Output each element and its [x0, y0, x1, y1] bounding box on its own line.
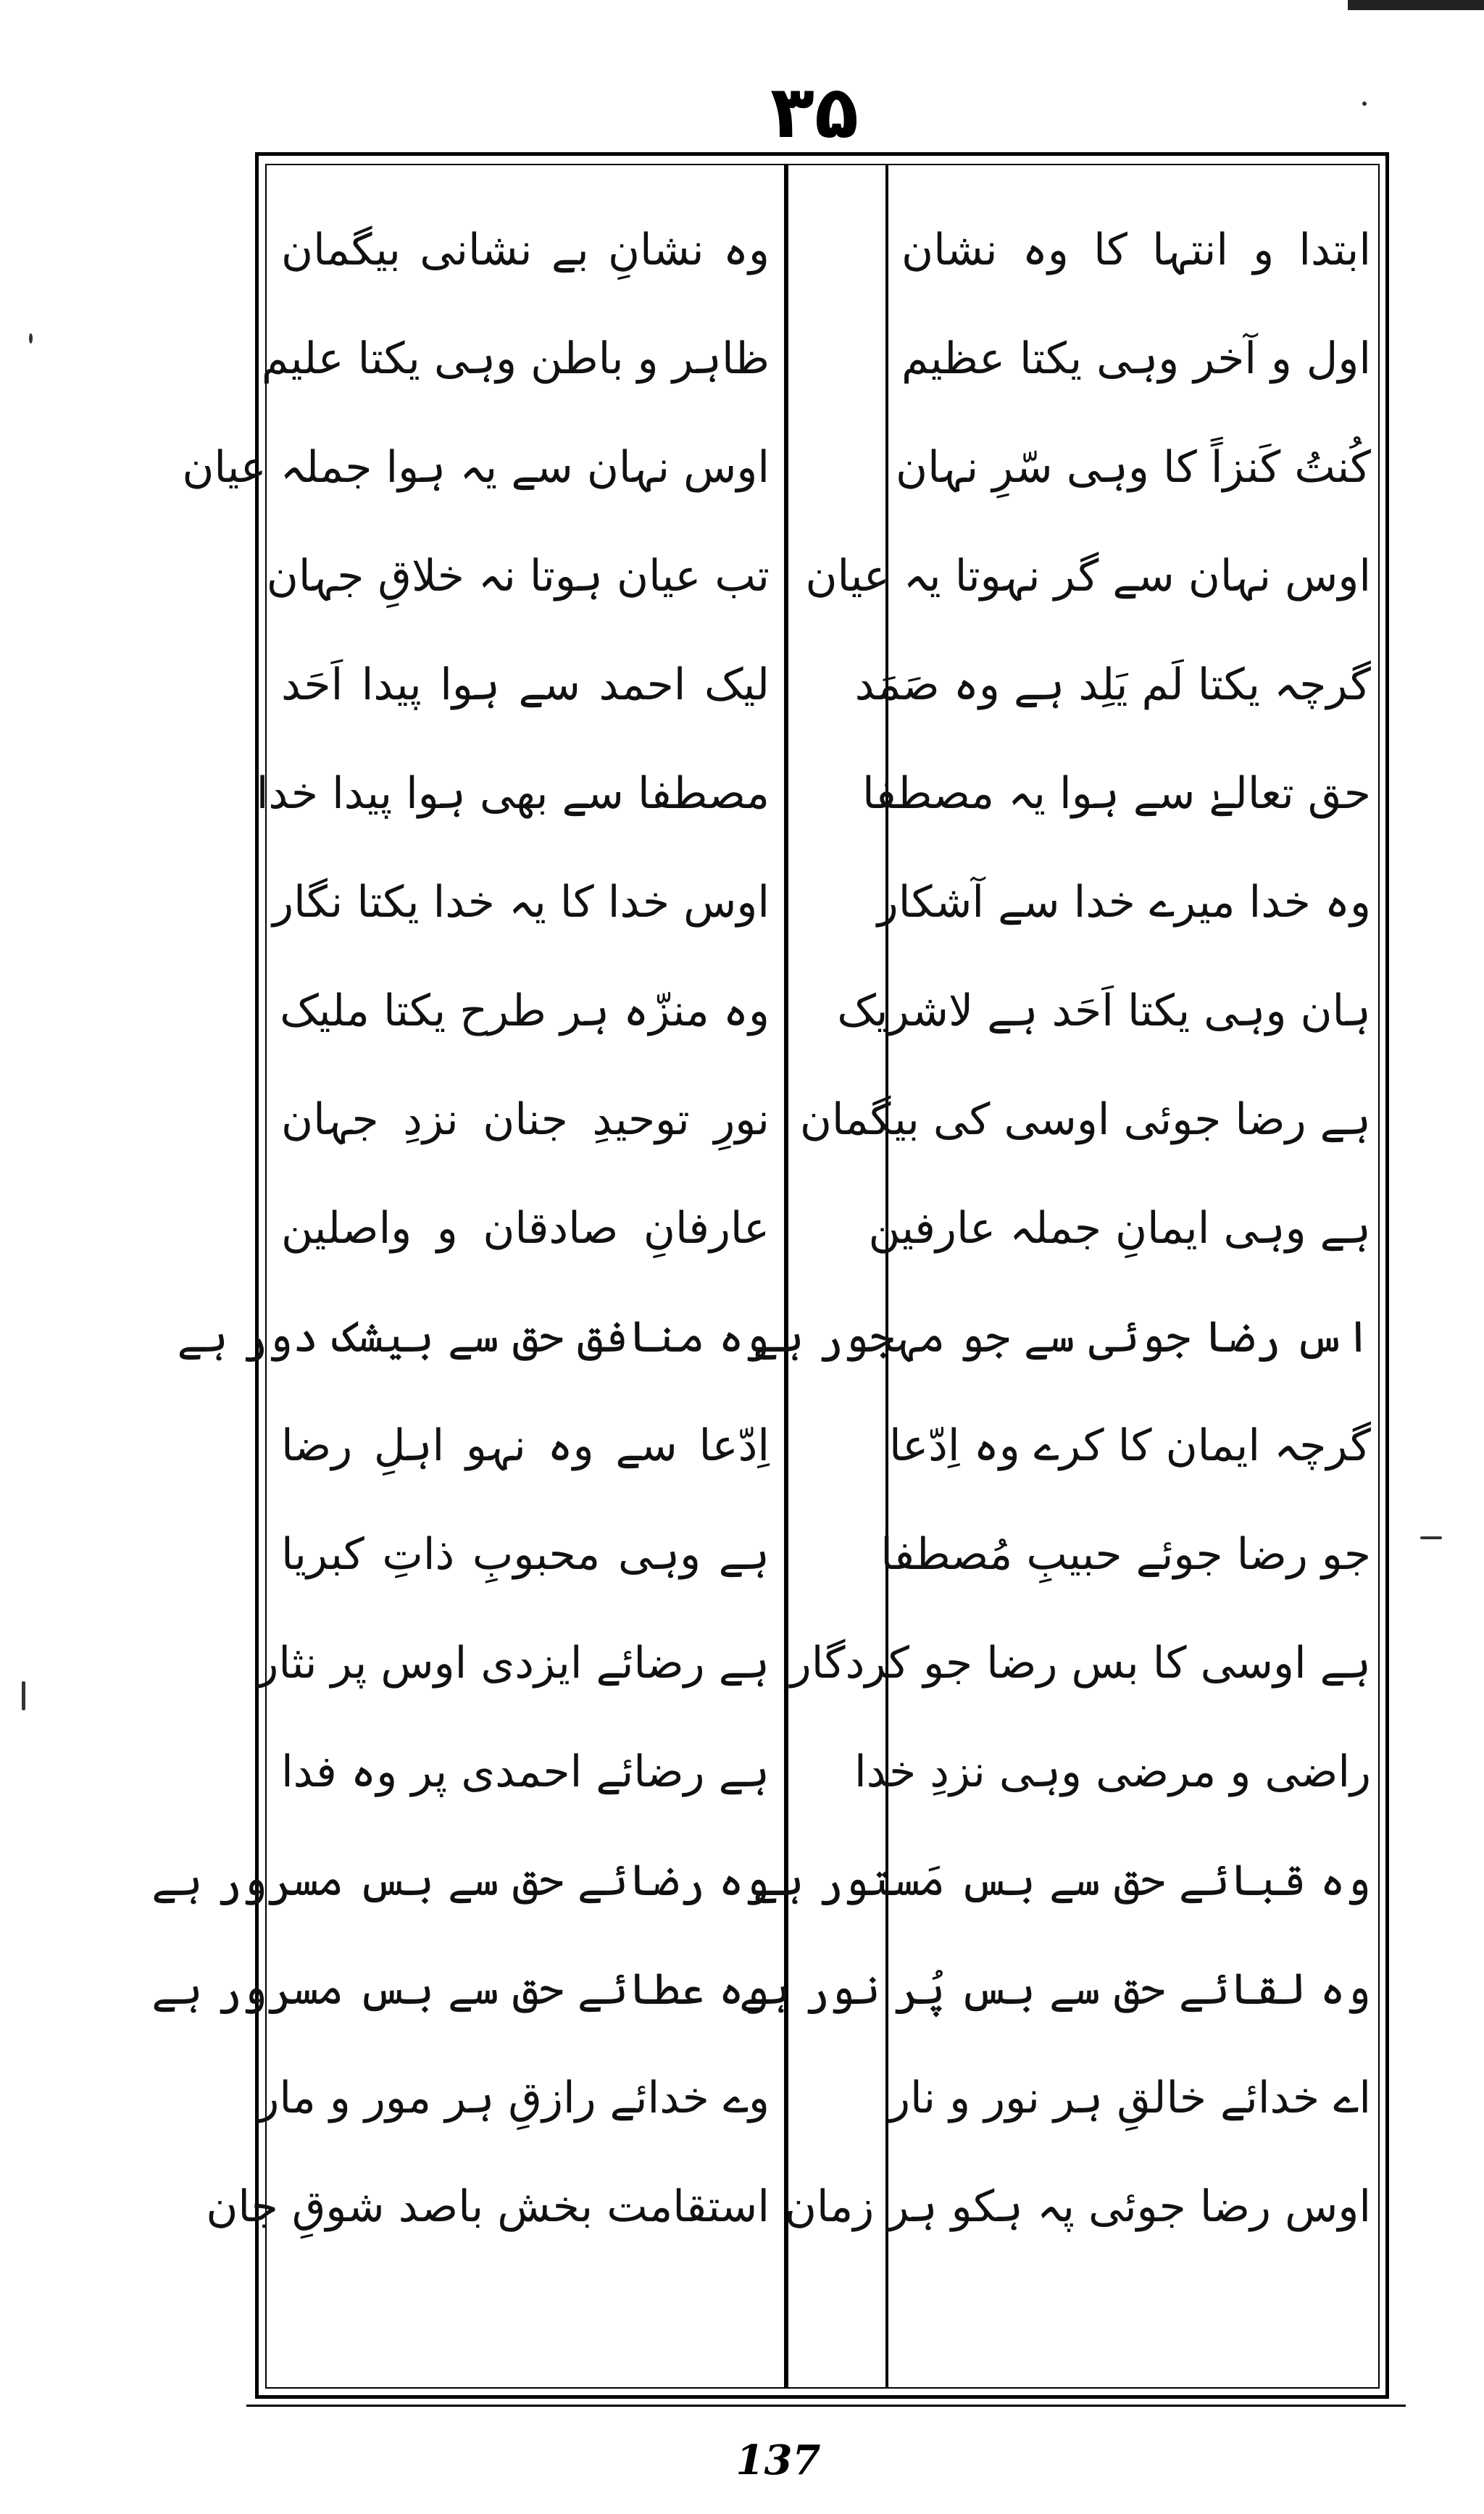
verse-line: اوس رضا جوئی پہ ہکو ہر زمان: [784, 2181, 1371, 2232]
verse-line: اے خدائے خالقِ ہر نور و نار: [889, 2073, 1371, 2123]
verse-line: اول و آخر وہی یکتا عظیم: [901, 333, 1371, 384]
bottom-rule: [246, 2405, 1406, 2407]
verse-line: اوس نہان سے یہ ہوا جملہ عیان: [182, 442, 770, 493]
verse-line: وہ لقائے حق سے بس پُر نور ہے: [739, 1964, 1371, 2015]
verse-line: وہ نشانِ بے نشانی بیگمان: [281, 225, 770, 275]
verse-line: نورِ توحیدِ جنان نزدِ جہان: [281, 1094, 770, 1145]
verse-line: وہ خدا میرے خدا سے آشکار: [877, 877, 1371, 928]
folio-number: 137: [735, 2436, 821, 2484]
verse-line: اس رضا جوئی سے جو مہجور ہے: [753, 1312, 1371, 1362]
verse-line: استقامت بخش باصد شوقِ جان: [206, 2181, 770, 2232]
verse-line: وے خدائے رازقِ ہر مور و مار: [258, 2073, 770, 2123]
verse-line: اوس نہان سے گر نہوتا یہ عیان: [805, 551, 1371, 602]
scan-top-edge: [1348, 0, 1484, 10]
verse-line: ہان وہی یکتا اَحَد ہے لاشریک: [837, 986, 1371, 1036]
verse-line: گرچہ ایمان کا کرے وہ اِدّعا: [889, 1420, 1371, 1471]
verse-column-left: [151, 196, 775, 2384]
verse-line: اِدّعا سے وہ نہو اہلِ رضا: [281, 1420, 770, 1471]
column-divider-left: [784, 164, 788, 2389]
verse-line: تب عیان ہوتا نہ خلاقِ جہان: [266, 551, 770, 602]
verse-line: ہے اوسی کا بس رضا جو کردگار: [790, 1638, 1371, 1689]
scan-speck: [22, 1681, 25, 1710]
verse-line: اوس خدا کا یہ خدا یکتا نگار: [272, 877, 770, 928]
page-number: ۳۵: [770, 70, 859, 154]
verse-line: حق تعالےٰ سے ہوا یہ مصطفا: [862, 768, 1371, 819]
verse-line: وہ منزّہ ہر طرح یکتا ملیک: [280, 986, 770, 1036]
verse-line: ہے رضائے ایزدی اوس پر نثار: [257, 1638, 770, 1689]
verse-line: ہے وہی محبوبِ ذاتِ کبریا: [281, 1529, 770, 1580]
scan-speck: [29, 333, 33, 344]
verse-line: جو رضا جوئے حبیبِ مُصطفا: [880, 1529, 1371, 1580]
verse-line: وہ عطائے حق سے بس مسرور ہے: [151, 1964, 770, 2015]
verse-line: مصطفا سے بھی ہوا پیدا خدا: [256, 768, 770, 819]
verse-line: ہے رضا جوئی اوسی کی بیگمان: [799, 1094, 1371, 1145]
scan-speck: [1420, 1536, 1442, 1539]
verse-column-right: [739, 196, 1377, 2384]
scan-speck: [1362, 101, 1367, 106]
verse-line: ظاہر و باطن وہی یکتا علیم: [261, 333, 770, 384]
verse-line: گرچہ یکتا لَم یَلِد ہے وہ صَمَد: [854, 659, 1371, 710]
verse-line: ہے رضائے احمدی پر وہ فدا: [281, 1747, 770, 1797]
verse-line: ہے وہی ایمانِ جملہ عارفین: [868, 1203, 1371, 1254]
verse-line: لیک احمد سے ہوا پیدا اَحَد: [281, 659, 770, 710]
verse-line: وہ رضائے حق سے بس مسرور ہے: [151, 1855, 770, 1906]
verse-line: وہ منافق حق سے بیشک دور ہے: [177, 1312, 770, 1362]
verse-line: کُنتُ کَنزاً کا وہی سّرِ نہان: [896, 442, 1371, 493]
verse-line: ابتدا و انتہا کا وہ نشان: [901, 225, 1371, 275]
verse-line: راضی و مرضی وہی نزدِ خدا: [854, 1747, 1371, 1797]
verse-line: وہ قبائے حق سے بس مَستور ہے: [753, 1855, 1371, 1906]
verse-line: عارفانِ صادقان و واصلین: [281, 1203, 770, 1254]
